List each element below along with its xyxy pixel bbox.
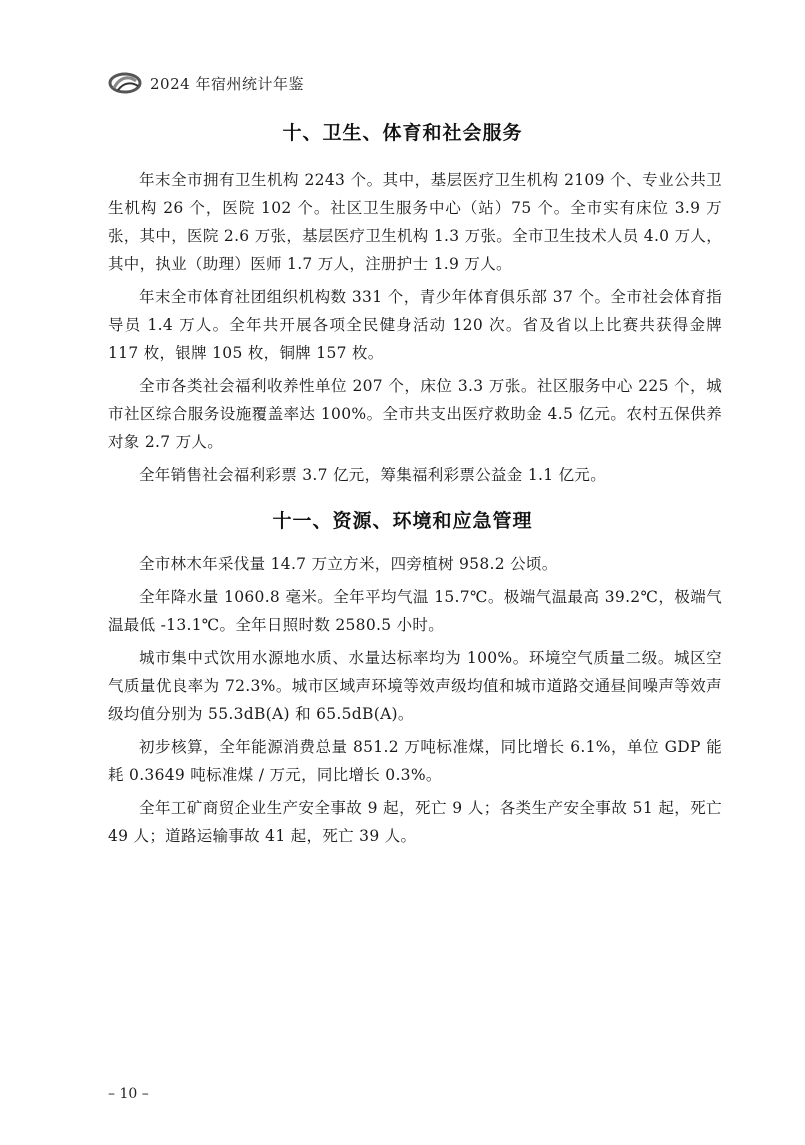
- paragraph: 年末全市体育社团组织机构数 331 个，青少年体育俱乐部 37 个。全市社会体育指导员 1.4 万人。全年共开展各项全民健身活动 120 次。省及省以上比赛共获得金牌 117 枚，银牌 105 枚，铜牌 157 枚。: [108, 288, 722, 362]
- section-body: [108, 166, 722, 494]
- page-header: [108, 68, 304, 98]
- yearbook-logo-icon: [108, 72, 142, 94]
- paragraph: 全市各类社会福利收养性单位 207 个，床位 3.3 万张。社区服务中心 225 个，城市社区综合服务设施覆盖率达 100%。全市共支出医疗救助金 4.5 亿元。农村五保供养对象 2.7 万人。: [108, 377, 722, 451]
- paragraph: 全年降水量 1060.8 毫米。全年平均气温 15.7℃。极端气温最高 39.2℃，极端气温最低 -13.1℃。全年日照时数 2580.5 小时。: [108, 588, 722, 634]
- page-number: – 10 –: [108, 1086, 149, 1102]
- section-body: [108, 550, 722, 855]
- section-title: 十一、资源、环境和应急管理: [272, 510, 533, 532]
- paragraph: 城市集中式饮用水源地水质、水量达标率均为 100%。环境空气质量二级。城区空气质量优良率为 72.3%。城市区域声环境等效声级均值和城市道路交通昼间噪声等效声级均值分别为 55.3dB(A) 和 65.5dB(A)。: [108, 649, 722, 723]
- paragraph: 全年工矿商贸企业生产安全事故 9 起，死亡 9 人；各类生产安全事故 51 起，死亡 49 人；道路运输事故 41 起，死亡 39 人。: [108, 799, 722, 845]
- section-title: 十、卫生、体育和社会服务: [282, 122, 523, 144]
- paragraph: 初步核算，全年能源消费总量 851.2 万吨标准煤，同比增长 6.1%，单位 GDP 能耗 0.3649 吨标准煤 / 万元，同比增长 0.3%。: [108, 738, 722, 784]
- header-title: 2024 年宿州统计年鉴: [150, 74, 304, 93]
- paragraph: 全市林木年采伐量 14.7 万立方米，四旁植树 958.2 公顷。: [139, 555, 558, 573]
- paragraph: 年末全市拥有卫生机构 2243 个。其中，基层医疗卫生机构 2109 个、专业公共卫生机构 26 个，医院 102 个。社区卫生服务中心（站）75 个。全市实有床位 3.9 万张，其中，医院 2.6 万张，基层医疗卫生机构 1.3 万张。全市卫生技术人员 4.0 万人，其中，执业（助理）医师 1.7 万人，注册护士 1.9 万人。: [108, 171, 722, 273]
- paragraph: 全年销售社会福利彩票 3.7 亿元，筹集福利彩票公益金 1.1 亿元。: [139, 466, 607, 484]
